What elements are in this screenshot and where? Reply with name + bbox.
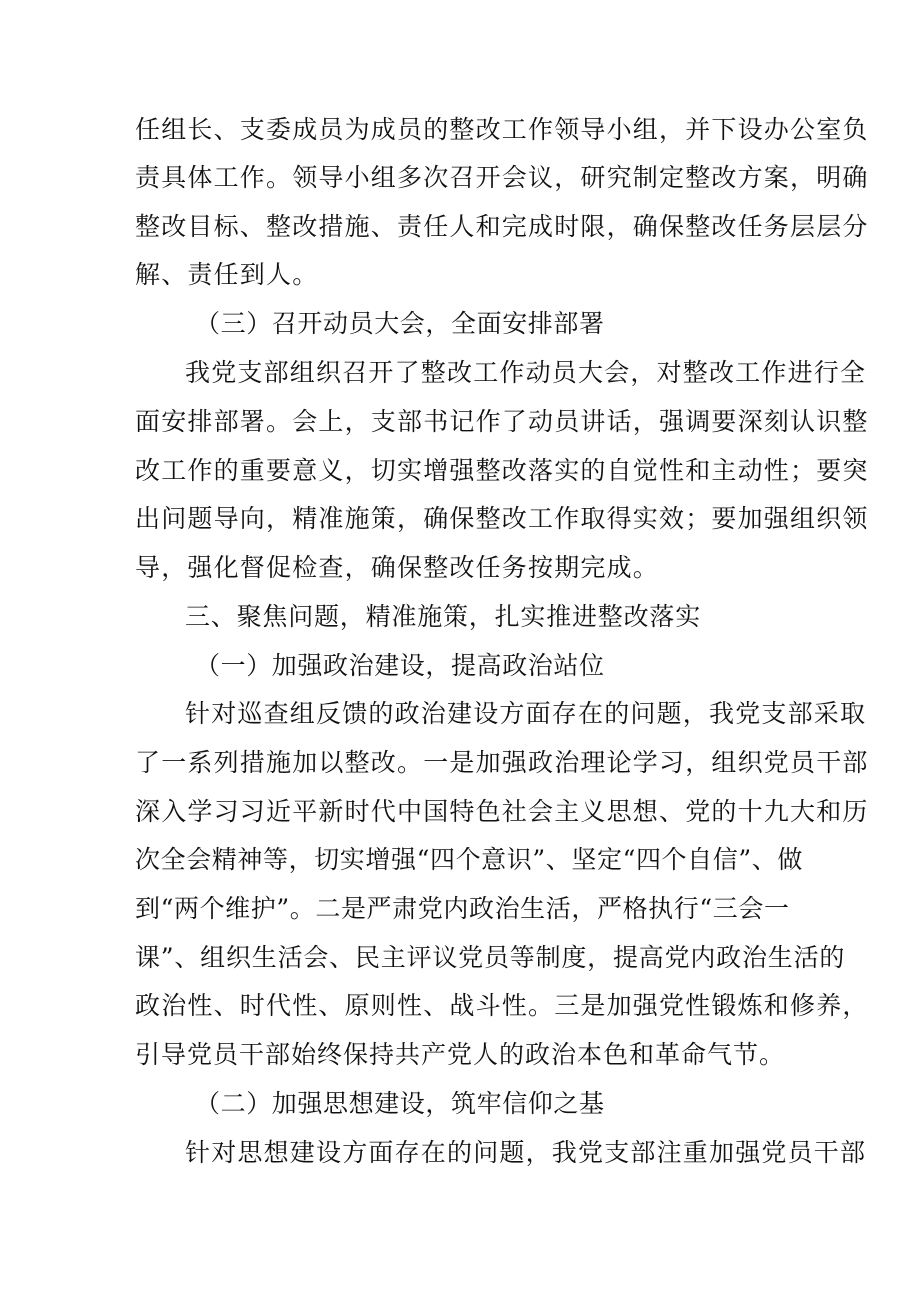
- section-heading: （二）加强思想建设，筑牢信仰之基: [195, 1089, 605, 1118]
- text-line: 课”、组织生活会、民主评议党员等制度，提高党内政治生活的: [135, 943, 846, 972]
- text-line: 次全会精神等，切实增强“四个意识”、坚定“四个自信”、做: [135, 845, 803, 874]
- text-line: 深入学习习近平新时代中国特色社会主义思想、党的十九大和历: [135, 797, 869, 826]
- text-line: 面安排部署。会上，支部书记作了动员讲话，强调要深刻认识整: [135, 407, 869, 436]
- text-line: 整改目标、整改措施、责任人和完成时限，确保整改任务层层分: [135, 212, 869, 241]
- text-line: 解、责任到人。: [135, 260, 319, 289]
- text-line: 政治性、时代性、原则性、战斗性。三是加强党性锻炼和修养，: [135, 991, 869, 1020]
- section-heading: （一）加强政治建设，提高政治站位: [195, 651, 605, 680]
- text-line: 针对思想建设方面存在的问题，我党支部注重加强党员干部: [185, 1138, 867, 1167]
- text-line: 到“两个维护”。二是严肃党内政治生活，严格执行“三会一: [135, 894, 790, 923]
- text-line: 改工作的重要意义，切实增强整改落实的自觉性和主动性；要突: [135, 456, 869, 485]
- chapter-heading: 三、聚焦问题，精准施策，扎实推进整改落实: [185, 602, 702, 631]
- text-line: 我党支部组织召开了整改工作动员大会，对整改工作进行全: [185, 358, 867, 387]
- text-line: 针对巡查组反馈的政治建设方面存在的问题，我党支部采取: [185, 699, 867, 728]
- text-line: 责具体工作。领导小组多次召开会议，研究制定整改方案，明确: [135, 163, 869, 192]
- text-line: 任组长、支委成员为成员的整改工作领导小组，并下设办公室负: [135, 115, 869, 144]
- text-line: 了一系列措施加以整改。一是加强政治理论学习，组织党员干部: [135, 748, 869, 777]
- text-line: 导，强化督促检查，确保整改任务按期完成。: [135, 553, 660, 582]
- text-line: 引导党员干部始终保持共产党人的政治本色和革命气节。: [135, 1040, 786, 1069]
- text-line: 出问题导向，精准施策，确保整改工作取得实效；要加强组织领: [135, 504, 869, 533]
- section-heading: （三）召开动员大会，全面安排部署: [195, 309, 605, 338]
